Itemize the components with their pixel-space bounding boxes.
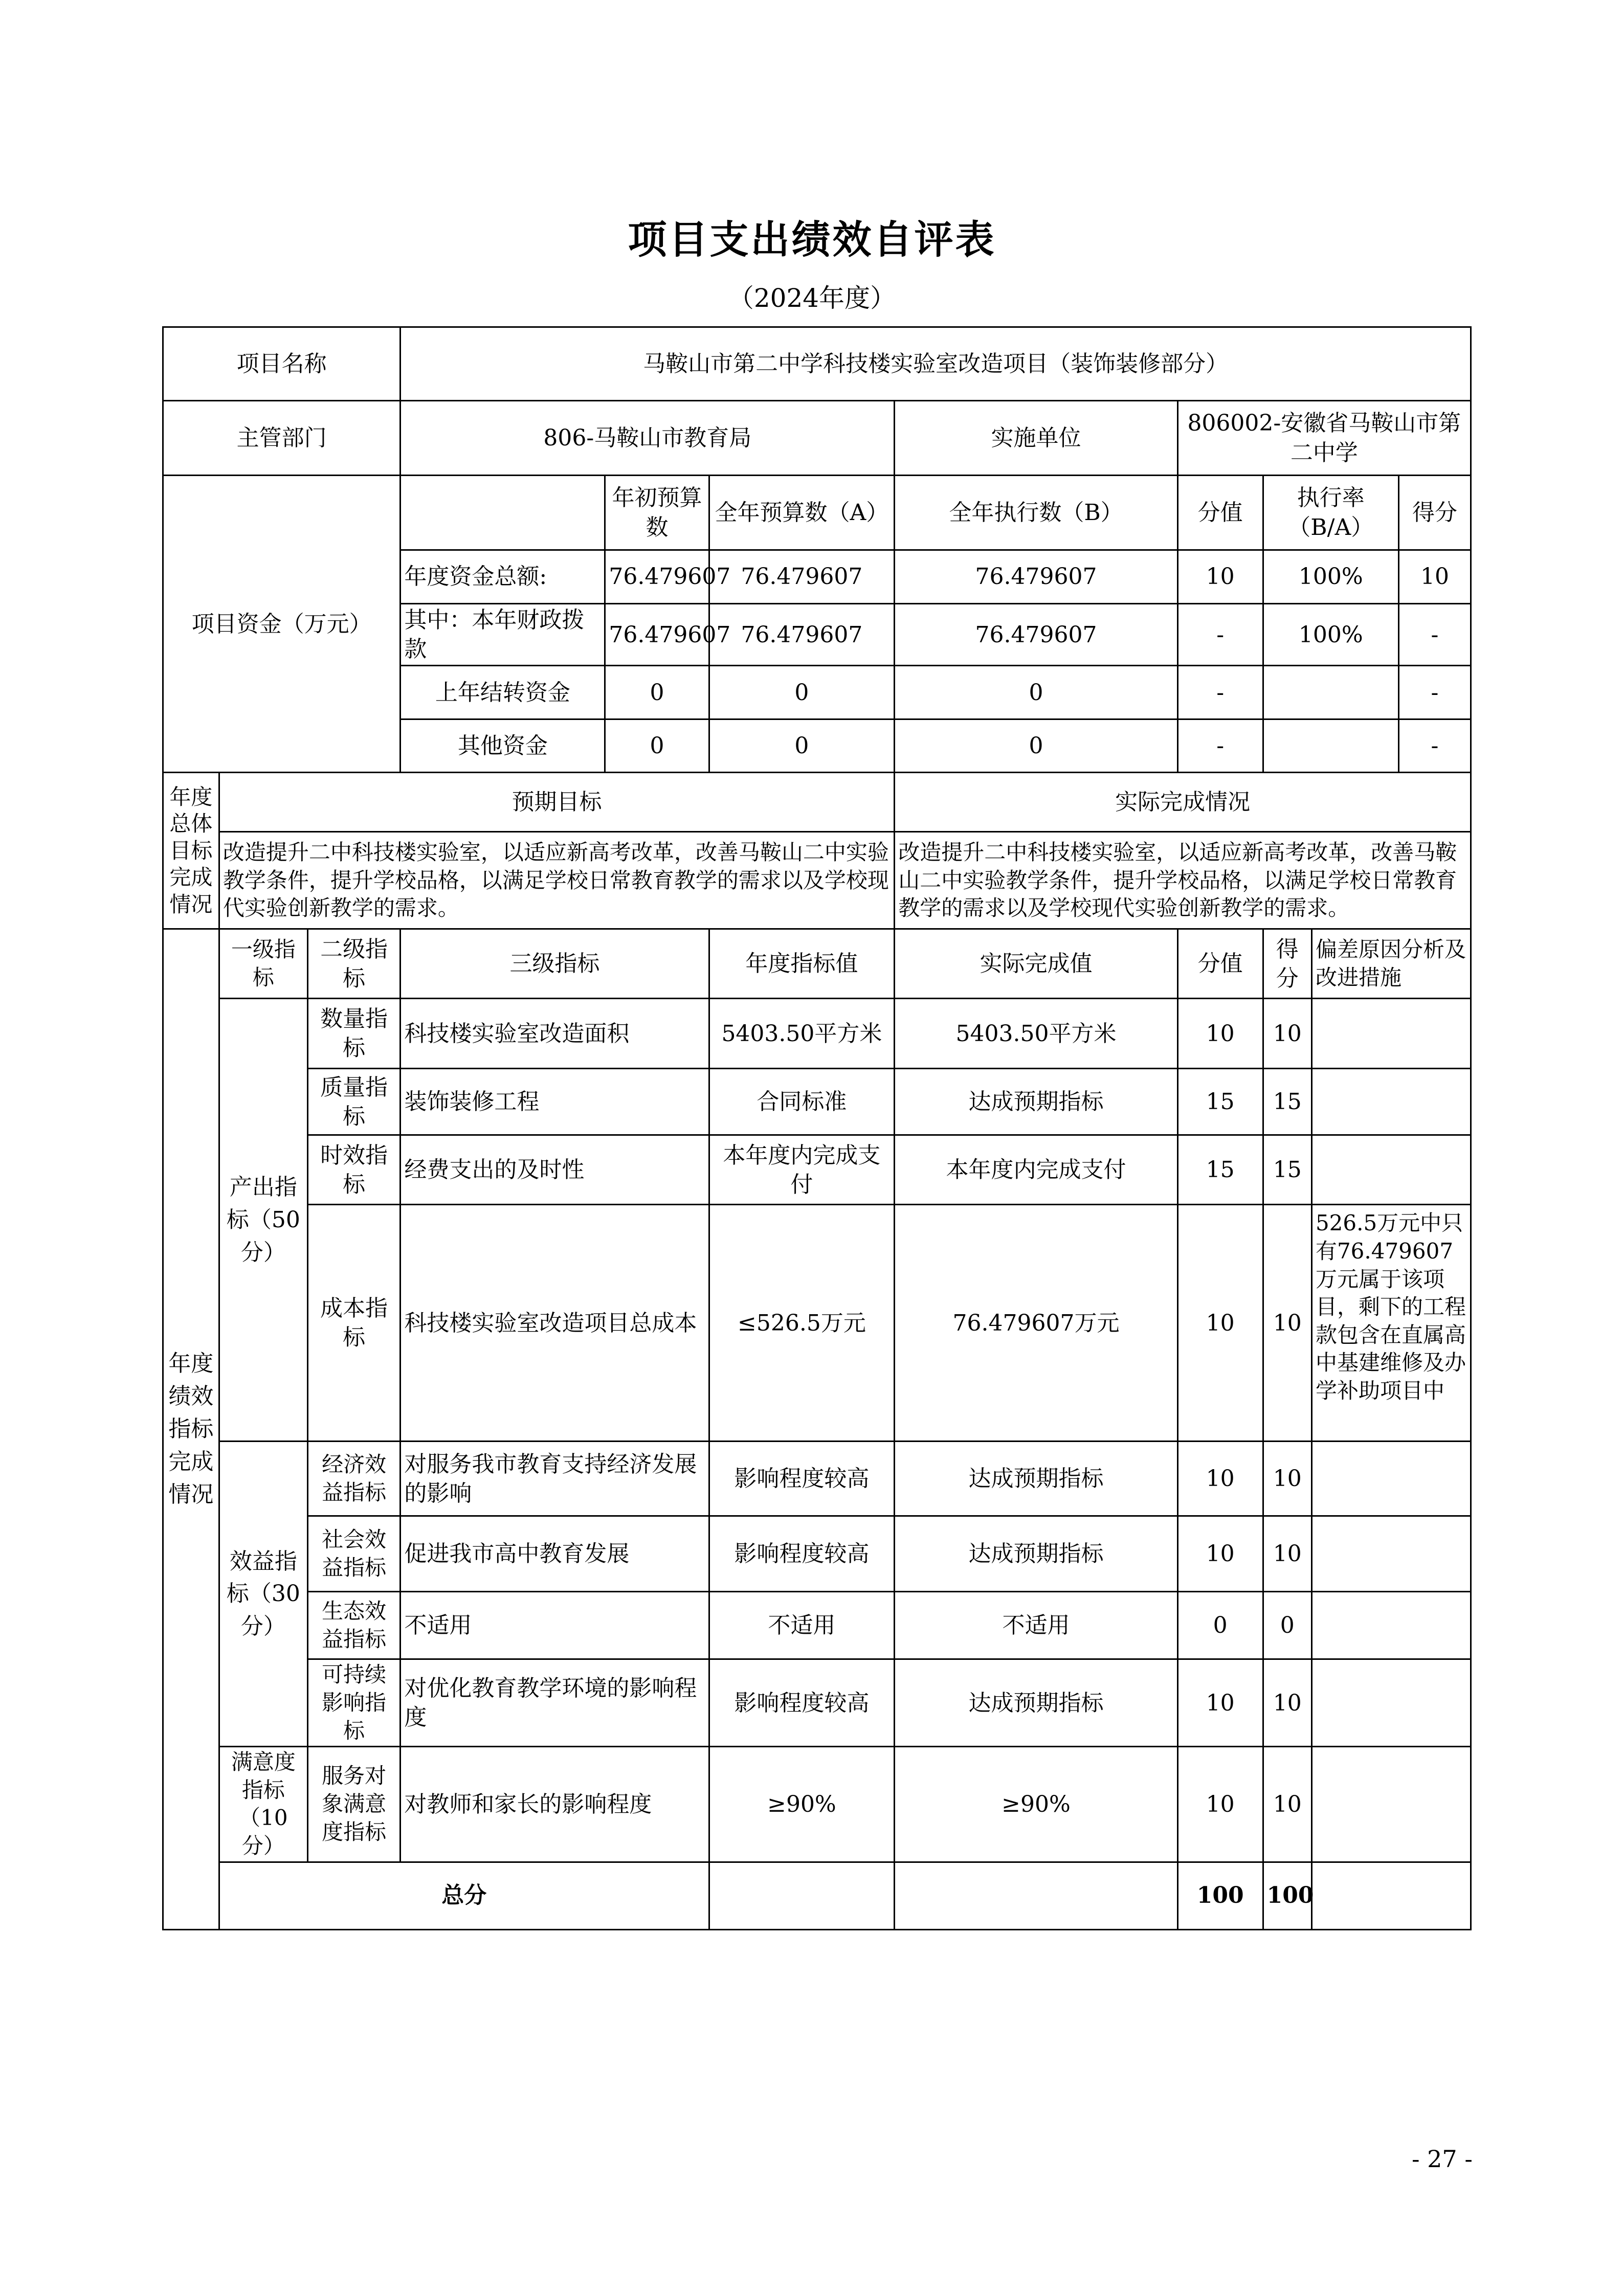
funds-row-full: 0 [709,666,895,719]
indicator-actual: 达成预期指标 [895,1659,1177,1747]
header-got: 得分 [1263,929,1311,999]
funds-row-got: - [1398,604,1471,666]
indicator-l3: 对服务我市教育支持经济发展的影响 [401,1442,709,1516]
project-name-row [163,327,1471,401]
page-subtitle: （2024年度） [728,283,896,313]
indicator-l3: 不适用 [401,1592,709,1659]
indicator-got: 10 [1263,999,1311,1069]
impl-label: 实施单位 [895,401,1177,476]
indicator-score: 10 [1177,1747,1263,1862]
indicator-l2: 经济效益指标 [307,1442,400,1516]
header-target: 年度指标值 [709,929,895,999]
indicator-actual: 达成预期指标 [895,1442,1177,1516]
funds-row-rate: 100% [1263,550,1398,604]
indicator-row [163,1069,1471,1135]
indicator-note [1311,1516,1471,1592]
total-label: 总分 [219,1862,709,1929]
goals-actual-text: 改造提升二中科技楼实验室，以适应新高考改革，改善马鞍山二中实验教学条件，提升学校品格，以满足学校日常教育教学的需求以及学校现代实验创新教学的需求。 [895,832,1471,929]
indicator-l3: 对教师和家长的影响程度 [401,1747,709,1862]
indicator-got: 15 [1263,1069,1311,1135]
header-note: 偏差原因分析及改进措施 [1311,929,1471,999]
funds-header-blank [401,476,605,550]
indicator-target: 影响程度较高 [709,1659,895,1747]
satisfaction-label: 满意度指标（10分） [219,1747,307,1862]
funds-header-exec: 全年执行数（B） [895,476,1177,550]
funds-header-init: 年初预算数 [605,476,709,550]
indicator-got: 10 [1263,1516,1311,1592]
header-actual: 实际完成值 [895,929,1177,999]
funds-row-score: - [1177,719,1263,773]
indicator-got: 10 [1263,1442,1311,1516]
impl-value: 806002-安徽省马鞍山市第二中学 [1177,401,1471,476]
indicator-score: 10 [1177,999,1263,1069]
indicator-row [163,1135,1471,1205]
indicator-score: 15 [1177,1135,1263,1205]
funds-row-got: 10 [1398,550,1471,604]
indicator-got: 0 [1263,1592,1311,1659]
indicator-actual: 本年度内完成支付 [895,1135,1177,1205]
funds-row-name: 其他资金 [401,719,605,773]
funds-row-full: 0 [709,719,895,773]
indicator-got: 15 [1263,1135,1311,1205]
indicator-score: 10 [1177,1442,1263,1516]
self-evaluation-table [162,326,1472,1930]
funds-row-full: 76.479607 [709,550,895,604]
funds-row-score: - [1177,604,1263,666]
funds-header-full: 全年预算数（A） [709,476,895,550]
indicator-target: 影响程度较高 [709,1442,895,1516]
indicator-target: ≥90% [709,1747,895,1862]
funds-row-init: 76.479607 [605,604,709,666]
indicator-l2: 社会效益指标 [307,1516,400,1592]
goals-label: 年度总体目标完成情况 [163,773,219,929]
department-row [163,401,1471,476]
indicator-note: 526.5万元中只有76.479607万元属于该项目，剩下的工程款包含在直属高中基建维修及办学补助项目中 [1311,1205,1471,1442]
funds-row-score: - [1177,666,1263,719]
indicator-target: 5403.50平方米 [709,999,895,1069]
indicator-target: 影响程度较高 [709,1516,895,1592]
total-row [163,1862,1471,1929]
page-title: 项目支出绩效自评表 [628,217,996,262]
total-blank-note [1311,1862,1471,1929]
indicator-row [163,1592,1471,1659]
funds-row-rate [1263,666,1398,719]
funds-row-full: 76.479607 [709,604,895,666]
indicator-l2: 时效指标 [307,1135,400,1205]
funds-row-score: 10 [1177,550,1263,604]
funds-row-rate: 100% [1263,604,1398,666]
funds-row-got: - [1398,719,1471,773]
indicator-actual: 76.479607万元 [895,1205,1177,1442]
indicator-actual: ≥90% [895,1747,1177,1862]
indicator-actual: 5403.50平方米 [895,999,1177,1069]
indicator-note [1311,999,1471,1069]
funds-header-row [163,476,1471,550]
indicator-l3: 对优化教育教学环境的影响程度 [401,1659,709,1747]
indicator-row [163,1205,1471,1442]
indicator-actual: 不适用 [895,1592,1177,1659]
total-score: 100 [1177,1862,1263,1929]
indicator-actual: 达成预期指标 [895,1516,1177,1592]
indicator-note [1311,1069,1471,1135]
indicator-row [163,1516,1471,1592]
header-level3: 三级指标 [401,929,709,999]
indicator-l2: 服务对象满意度指标 [307,1747,400,1862]
funds-row-init: 0 [605,719,709,773]
funds-row-name: 上年结转资金 [401,666,605,719]
indicator-l2: 质量指标 [307,1069,400,1135]
header-level2: 二级指标 [307,929,400,999]
indicator-row [163,999,1471,1069]
indicator-l3: 促进我市高中教育发展 [401,1516,709,1592]
benefit-label: 效益指标（30分） [219,1442,307,1747]
goals-content-row [163,832,1471,929]
indicator-target: ≤526.5万元 [709,1205,895,1442]
goals-expected-text: 改造提升二中科技楼实验室，以适应新高考改革，改善马鞍山二中实验教学条件，提升学校品格，以满足学校日常教育教学的需求以及学校现代实验创新教学的需求。 [219,832,894,929]
indicator-target: 不适用 [709,1592,895,1659]
indicator-target: 本年度内完成支付 [709,1135,895,1205]
indicator-score: 10 [1177,1205,1263,1442]
funds-row-got: - [1398,666,1471,719]
total-got: 100 [1263,1862,1311,1929]
indicator-score: 10 [1177,1516,1263,1592]
indicator-l2: 数量指标 [307,999,400,1069]
indicator-score: 10 [1177,1659,1263,1747]
indicator-got: 10 [1263,1205,1311,1442]
header-level1: 一级指标 [219,929,307,999]
indicator-note [1311,1747,1471,1862]
funds-header-score: 分值 [1177,476,1263,550]
indicator-l3: 科技楼实验室改造项目总成本 [401,1205,709,1442]
indicators-header-row [163,929,1471,999]
dept-label: 主管部门 [163,401,401,476]
total-blank-actual [895,1862,1177,1929]
indicator-l2: 可持续影响指标 [307,1659,400,1747]
funds-row-rate [1263,719,1398,773]
indicator-target: 合同标准 [709,1069,895,1135]
total-blank-target [709,1862,895,1929]
funds-row-name: 年度资金总额: [401,550,605,604]
dept-value: 806-马鞍山市教育局 [401,401,895,476]
goals-header-row [163,773,1471,832]
output-label: 产出指标（50分） [219,999,307,1442]
indicator-l2: 生态效益指标 [307,1592,400,1659]
funds-row-exec: 0 [895,719,1177,773]
funds-row-name: 其中：本年财政拨款 [401,604,605,666]
funds-row-init: 76.479607 [605,550,709,604]
funds-header-rate: 执行率（B/A） [1263,476,1398,550]
indicator-l2: 成本指标 [307,1205,400,1442]
indicator-l3: 科技楼实验室改造面积 [401,999,709,1069]
funds-row-exec: 76.479607 [895,604,1177,666]
indicator-got: 10 [1263,1659,1311,1747]
indicator-row [163,1442,1471,1516]
project-name-label: 项目名称 [163,327,401,401]
indicator-note [1311,1592,1471,1659]
indicator-l3: 经费支出的及时性 [401,1135,709,1205]
indicator-note [1311,1135,1471,1205]
funds-row-exec: 76.479607 [895,550,1177,604]
funds-header-got: 得分 [1398,476,1471,550]
funds-row-exec: 0 [895,666,1177,719]
indicator-actual: 达成预期指标 [895,1069,1177,1135]
indicator-note [1311,1442,1471,1516]
indicator-score: 15 [1177,1069,1263,1135]
header-score: 分值 [1177,929,1263,999]
funds-row-init: 0 [605,666,709,719]
indicator-row [163,1747,1471,1862]
indicator-l3: 装饰装修工程 [401,1069,709,1135]
funds-label: 项目资金（万元） [163,476,401,773]
project-name-value: 马鞍山市第二中学科技楼实验室改造项目（装饰装修部分） [401,327,1471,401]
indicators-label: 年度绩效指标完成情况 [163,929,219,1929]
indicator-got: 10 [1263,1747,1311,1862]
goals-actual-label: 实际完成情况 [895,773,1471,832]
page-number: - 27 - [1412,2145,1473,2173]
goals-expected-label: 预期目标 [219,773,894,832]
indicator-note [1311,1659,1471,1747]
indicator-score: 0 [1177,1592,1263,1659]
indicator-row [163,1659,1471,1747]
